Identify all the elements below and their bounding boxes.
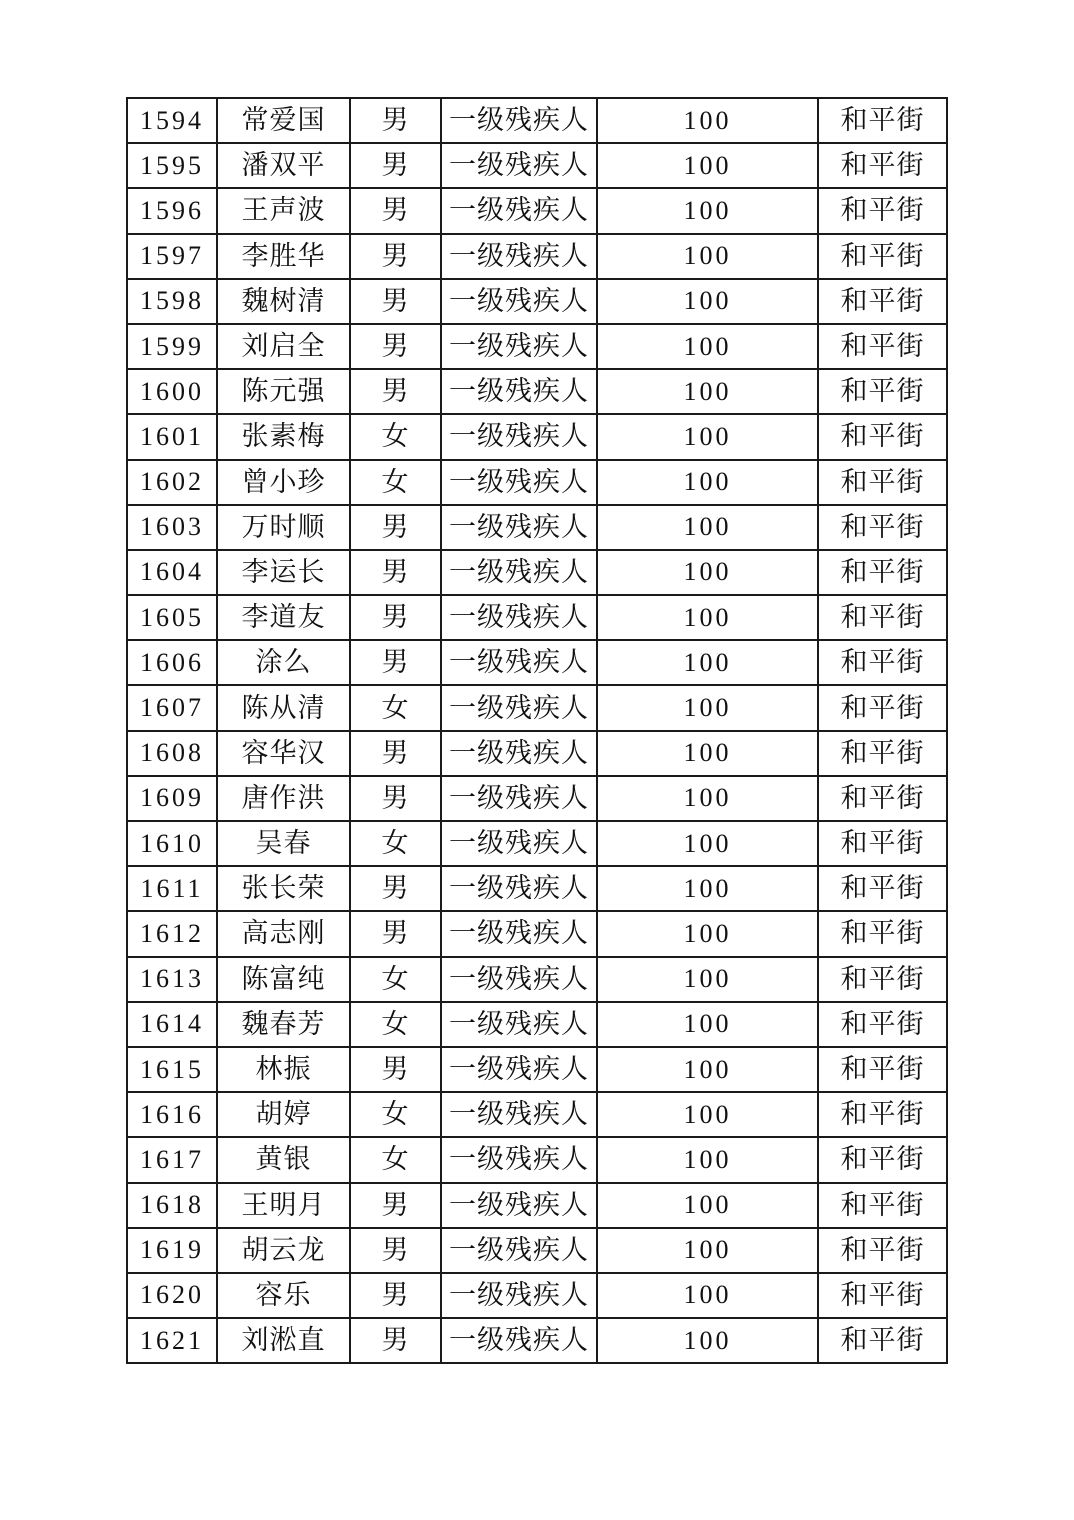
category-cell: 一级残疾人 [441, 685, 597, 730]
gender-cell: 女 [350, 957, 441, 1002]
amount-cell: 100 [597, 957, 818, 1002]
table-row [127, 866, 947, 911]
amount-cell: 100 [597, 460, 818, 505]
table-row [127, 369, 947, 414]
row-number-cell: 1601 [127, 414, 217, 459]
category-cell: 一级残疾人 [441, 369, 597, 414]
table-row [127, 460, 947, 505]
amount-cell: 100 [597, 776, 818, 821]
row-number-cell: 1621 [127, 1318, 217, 1363]
amount-cell: 100 [597, 1002, 818, 1047]
table-row [127, 1318, 947, 1363]
gender-cell: 男 [350, 731, 441, 776]
name-cell: 刘启全 [217, 324, 350, 369]
amount-cell: 100 [597, 685, 818, 730]
roster-table [126, 97, 948, 1364]
amount-cell: 100 [597, 505, 818, 550]
table-row [127, 1183, 947, 1228]
name-cell: 吴春 [217, 821, 350, 866]
category-cell: 一级残疾人 [441, 866, 597, 911]
row-number-cell: 1607 [127, 685, 217, 730]
street-cell: 和平街 [818, 98, 947, 143]
name-cell: 潘双平 [217, 143, 350, 188]
category-cell: 一级残疾人 [441, 776, 597, 821]
category-cell: 一级残疾人 [441, 414, 597, 459]
gender-cell: 男 [350, 550, 441, 595]
name-cell: 林振 [217, 1047, 350, 1092]
street-cell: 和平街 [818, 957, 947, 1002]
category-cell: 一级残疾人 [441, 234, 597, 279]
category-cell: 一级残疾人 [441, 143, 597, 188]
street-cell: 和平街 [818, 369, 947, 414]
gender-cell: 男 [350, 1183, 441, 1228]
row-number-cell: 1602 [127, 460, 217, 505]
gender-cell: 女 [350, 414, 441, 459]
name-cell: 万时顺 [217, 505, 350, 550]
name-cell: 陈元强 [217, 369, 350, 414]
gender-cell: 男 [350, 369, 441, 414]
category-cell: 一级残疾人 [441, 505, 597, 550]
street-cell: 和平街 [818, 1092, 947, 1137]
amount-cell: 100 [597, 866, 818, 911]
name-cell: 胡婷 [217, 1092, 350, 1137]
category-cell: 一级残疾人 [441, 1318, 597, 1363]
row-number-cell: 1618 [127, 1183, 217, 1228]
row-number-cell: 1612 [127, 911, 217, 956]
name-cell: 李道友 [217, 595, 350, 640]
category-cell: 一级残疾人 [441, 324, 597, 369]
street-cell: 和平街 [818, 1047, 947, 1092]
amount-cell: 100 [597, 821, 818, 866]
street-cell: 和平街 [818, 685, 947, 730]
table-row [127, 505, 947, 550]
row-number-cell: 1610 [127, 821, 217, 866]
gender-cell: 男 [350, 595, 441, 640]
name-cell: 陈富纯 [217, 957, 350, 1002]
amount-cell: 100 [597, 1183, 818, 1228]
street-cell: 和平街 [818, 866, 947, 911]
street-cell: 和平街 [818, 550, 947, 595]
row-number-cell: 1611 [127, 866, 217, 911]
amount-cell: 100 [597, 279, 818, 324]
name-cell: 魏春芳 [217, 1002, 350, 1047]
gender-cell: 女 [350, 1092, 441, 1137]
gender-cell: 男 [350, 1047, 441, 1092]
gender-cell: 男 [350, 1318, 441, 1363]
name-cell: 涂么 [217, 640, 350, 685]
row-number-cell: 1620 [127, 1273, 217, 1318]
row-number-cell: 1613 [127, 957, 217, 1002]
amount-cell: 100 [597, 731, 818, 776]
name-cell: 张长荣 [217, 866, 350, 911]
amount-cell: 100 [597, 550, 818, 595]
street-cell: 和平街 [818, 188, 947, 233]
street-cell: 和平街 [818, 911, 947, 956]
amount-cell: 100 [597, 911, 818, 956]
row-number-cell: 1600 [127, 369, 217, 414]
category-cell: 一级残疾人 [441, 731, 597, 776]
row-number-cell: 1606 [127, 640, 217, 685]
street-cell: 和平街 [818, 1318, 947, 1363]
amount-cell: 100 [597, 1318, 818, 1363]
table-row [127, 1047, 947, 1092]
street-cell: 和平街 [818, 595, 947, 640]
gender-cell: 男 [350, 1273, 441, 1318]
gender-cell: 男 [350, 505, 441, 550]
name-cell: 张素梅 [217, 414, 350, 459]
amount-cell: 100 [597, 98, 818, 143]
table-row [127, 324, 947, 369]
amount-cell: 100 [597, 1228, 818, 1273]
gender-cell: 女 [350, 821, 441, 866]
table-row [127, 776, 947, 821]
table-row [127, 731, 947, 776]
name-cell: 高志刚 [217, 911, 350, 956]
amount-cell: 100 [597, 640, 818, 685]
street-cell: 和平街 [818, 731, 947, 776]
gender-cell: 男 [350, 1228, 441, 1273]
name-cell: 魏树清 [217, 279, 350, 324]
table-row [127, 685, 947, 730]
street-cell: 和平街 [818, 460, 947, 505]
street-cell: 和平街 [818, 324, 947, 369]
street-cell: 和平街 [818, 279, 947, 324]
category-cell: 一级残疾人 [441, 1273, 597, 1318]
amount-cell: 100 [597, 414, 818, 459]
category-cell: 一级残疾人 [441, 640, 597, 685]
table-row [127, 1092, 947, 1137]
table-row [127, 414, 947, 459]
name-cell: 容华汉 [217, 731, 350, 776]
gender-cell: 男 [350, 188, 441, 233]
amount-cell: 100 [597, 1092, 818, 1137]
street-cell: 和平街 [818, 414, 947, 459]
row-number-cell: 1619 [127, 1228, 217, 1273]
table-row [127, 957, 947, 1002]
gender-cell: 男 [350, 324, 441, 369]
amount-cell: 100 [597, 188, 818, 233]
amount-cell: 100 [597, 234, 818, 279]
row-number-cell: 1597 [127, 234, 217, 279]
street-cell: 和平街 [818, 143, 947, 188]
gender-cell: 男 [350, 143, 441, 188]
row-number-cell: 1598 [127, 279, 217, 324]
street-cell: 和平街 [818, 776, 947, 821]
table-row [127, 1137, 947, 1182]
row-number-cell: 1596 [127, 188, 217, 233]
gender-cell: 女 [350, 1002, 441, 1047]
name-cell: 王声波 [217, 188, 350, 233]
gender-cell: 男 [350, 279, 441, 324]
table-row [127, 188, 947, 233]
street-cell: 和平街 [818, 1273, 947, 1318]
amount-cell: 100 [597, 595, 818, 640]
table-row [127, 279, 947, 324]
name-cell: 常爱国 [217, 98, 350, 143]
gender-cell: 女 [350, 685, 441, 730]
name-cell: 唐作洪 [217, 776, 350, 821]
name-cell: 容乐 [217, 1273, 350, 1318]
table-row [127, 143, 947, 188]
amount-cell: 100 [597, 369, 818, 414]
amount-cell: 100 [597, 1047, 818, 1092]
row-number-cell: 1604 [127, 550, 217, 595]
category-cell: 一级残疾人 [441, 1183, 597, 1228]
table-row [127, 550, 947, 595]
amount-cell: 100 [597, 143, 818, 188]
name-cell: 黄银 [217, 1137, 350, 1182]
street-cell: 和平街 [818, 234, 947, 279]
row-number-cell: 1603 [127, 505, 217, 550]
table-row [127, 1002, 947, 1047]
amount-cell: 100 [597, 1273, 818, 1318]
table-row [127, 234, 947, 279]
row-number-cell: 1609 [127, 776, 217, 821]
name-cell: 曾小珍 [217, 460, 350, 505]
row-number-cell: 1608 [127, 731, 217, 776]
row-number-cell: 1617 [127, 1137, 217, 1182]
table-row [127, 911, 947, 956]
street-cell: 和平街 [818, 1137, 947, 1182]
gender-cell: 男 [350, 911, 441, 956]
street-cell: 和平街 [818, 1002, 947, 1047]
category-cell: 一级残疾人 [441, 595, 597, 640]
category-cell: 一级残疾人 [441, 1137, 597, 1182]
category-cell: 一级残疾人 [441, 1047, 597, 1092]
category-cell: 一级残疾人 [441, 98, 597, 143]
category-cell: 一级残疾人 [441, 550, 597, 595]
table-row [127, 98, 947, 143]
category-cell: 一级残疾人 [441, 1092, 597, 1137]
gender-cell: 女 [350, 1137, 441, 1182]
row-number-cell: 1605 [127, 595, 217, 640]
table-row [127, 1273, 947, 1318]
category-cell: 一级残疾人 [441, 1228, 597, 1273]
row-number-cell: 1594 [127, 98, 217, 143]
row-number-cell: 1595 [127, 143, 217, 188]
name-cell: 胡云龙 [217, 1228, 350, 1273]
amount-cell: 100 [597, 1137, 818, 1182]
gender-cell: 男 [350, 234, 441, 279]
category-cell: 一级残疾人 [441, 821, 597, 866]
category-cell: 一级残疾人 [441, 460, 597, 505]
category-cell: 一级残疾人 [441, 188, 597, 233]
category-cell: 一级残疾人 [441, 957, 597, 1002]
row-number-cell: 1599 [127, 324, 217, 369]
gender-cell: 男 [350, 776, 441, 821]
table-row [127, 595, 947, 640]
roster-body [127, 98, 947, 1363]
category-cell: 一级残疾人 [441, 279, 597, 324]
name-cell: 王明月 [217, 1183, 350, 1228]
category-cell: 一级残疾人 [441, 1002, 597, 1047]
name-cell: 李运长 [217, 550, 350, 595]
name-cell: 陈从清 [217, 685, 350, 730]
gender-cell: 女 [350, 460, 441, 505]
street-cell: 和平街 [818, 505, 947, 550]
street-cell: 和平街 [818, 1228, 947, 1273]
gender-cell: 男 [350, 640, 441, 685]
table-row [127, 1228, 947, 1273]
gender-cell: 男 [350, 866, 441, 911]
name-cell: 刘淞直 [217, 1318, 350, 1363]
category-cell: 一级残疾人 [441, 911, 597, 956]
name-cell: 李胜华 [217, 234, 350, 279]
row-number-cell: 1616 [127, 1092, 217, 1137]
row-number-cell: 1615 [127, 1047, 217, 1092]
table-row [127, 821, 947, 866]
gender-cell: 男 [350, 98, 441, 143]
amount-cell: 100 [597, 324, 818, 369]
street-cell: 和平街 [818, 1183, 947, 1228]
row-number-cell: 1614 [127, 1002, 217, 1047]
street-cell: 和平街 [818, 821, 947, 866]
table-row [127, 640, 947, 685]
street-cell: 和平街 [818, 640, 947, 685]
